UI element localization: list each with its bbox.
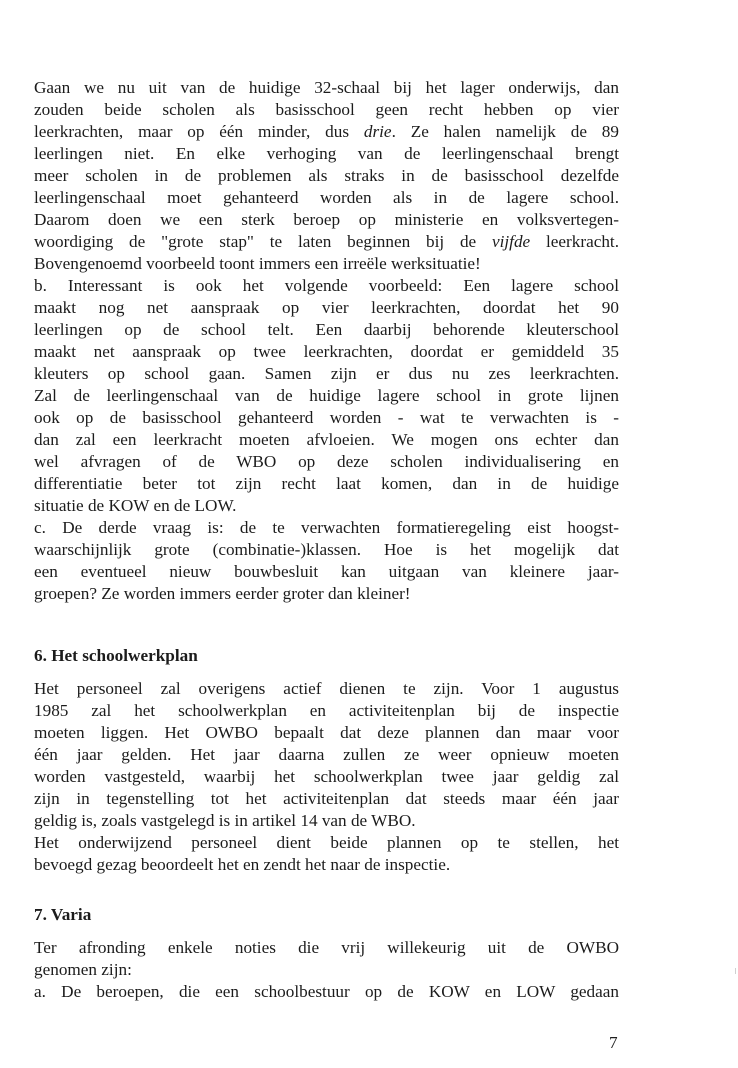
section-5-paragraph-1 (34, 77, 619, 275)
section-7-paragraph-1 (34, 937, 619, 1003)
text-line: situatie de KOW en de LOW. (34, 496, 237, 515)
text-line: waarschijnlijk grote (combinatie-)klassen. Hoe is het mogelijk dat (34, 540, 619, 559)
text-line: Bovengenoemd voorbeeld toont immers een irreële werksituatie! (34, 254, 481, 273)
section-7-heading: 7. Varia (34, 905, 92, 924)
text-line: wel afvragen of de WBO op deze scholen individualisering en (34, 452, 619, 471)
text-line: c. De derde vraag is: de te verwachten formatieregeling eist hoogst- (34, 518, 619, 537)
section-6-paragraph-1 (34, 678, 619, 832)
text-line: moeten liggen. Het OWBO bepaalt dat deze plannen dan maar voor (34, 723, 619, 742)
text-line: leerlingen op de school telt. Een daarbij behorende kleuterschool (34, 320, 619, 339)
text-line: kleuters op school gaan. Samen zijn er dus nu zes leerkrachten. (34, 364, 619, 383)
text-line: woordiging de "grote stap" te laten beginnen bij de vijfde leerkracht. (34, 232, 619, 251)
scan-mark (735, 968, 736, 974)
text-line: Ter afronding enkele noties die vrij willekeurig uit de OWBO (34, 938, 619, 957)
text-line: maakt nog net aanspraak op vier leerkrachten, doordat het 90 (34, 298, 619, 317)
section-6-paragraph-2 (34, 832, 619, 876)
text-line: maakt net aanspraak op twee leerkrachten, doordat er gemiddeld 35 (34, 342, 619, 361)
text-line: bevoegd gezag beoordeelt het en zendt het naar de inspectie. (34, 855, 451, 874)
text-line: worden vastgesteld, waarbij het schoolwerkplan twee jaar geldig zal (34, 767, 619, 786)
text-line: leerkrachten, maar op één minder, dus drie. Ze halen namelijk de 89 (34, 122, 619, 141)
text-line: zouden beide scholen als basisschool geen recht hebben op vier (34, 100, 619, 119)
section-6-heading: 6. Het schoolwerkplan (34, 646, 198, 665)
text-line: één jaar gelden. Het jaar daarna zullen ze weer opnieuw moeten (34, 745, 619, 764)
text-line: differentiatie beter tot zijn recht laat komen, dan in de huidige (34, 474, 619, 493)
text-line: genomen zijn: (34, 960, 132, 979)
text-line: geldig is, zoals vastgelegd is in artikel 14 van de WBO. (34, 811, 416, 830)
text-line: Zal de leerlingenschaal van de huidige lagere school in grote lijnen (34, 386, 619, 405)
text-line: een eventueel nieuw bouwbesluit kan uitgaan van kleinere jaar- (34, 562, 619, 581)
text-line: 1985 zal het schoolwerkplan en activiteitenplan bij de inspectie (34, 701, 619, 720)
page-number: 7 (609, 1033, 618, 1052)
text-line: leerlingenschaal moet gehanteerd worden als in de lagere school. (34, 188, 619, 207)
text-line: Daarom doen we een sterk beroep op ministerie en volksvertegen- (34, 210, 619, 229)
text-line: groepen? Ze worden immers eerder groter dan kleiner! (34, 584, 411, 603)
text-line: ook op de basisschool gehanteerd worden - wat te verwachten is - (34, 408, 619, 427)
text-line: zijn in tegenstelling tot het activiteitenplan dat steeds maar één jaar (34, 789, 619, 808)
section-5-paragraph-c (34, 517, 619, 605)
text-line: a. De beroepen, die een schoolbestuur op de KOW en LOW gedaan (34, 982, 619, 1001)
text-line: Gaan we nu uit van de huidige 32-schaal bij het lager onderwijs, dan (34, 78, 619, 97)
text-line: Het onderwijzend personeel dient beide plannen op te stellen, het (34, 833, 619, 852)
text-line: Het personeel zal overigens actief dienen te zijn. Voor 1 augustus (34, 679, 619, 698)
text-line: meer scholen in de problemen als straks in de basisschool dezelfde (34, 166, 619, 185)
text-line: b. Interessant is ook het volgende voorbeeld: Een lagere school (34, 276, 619, 295)
section-5-paragraph-b (34, 275, 619, 517)
text-line: leerlingen niet. En elke verhoging van de leerlingenschaal brengt (34, 144, 619, 163)
text-line: dan zal een leerkracht moeten afvloeien. We mogen ons echter dan (34, 430, 619, 449)
